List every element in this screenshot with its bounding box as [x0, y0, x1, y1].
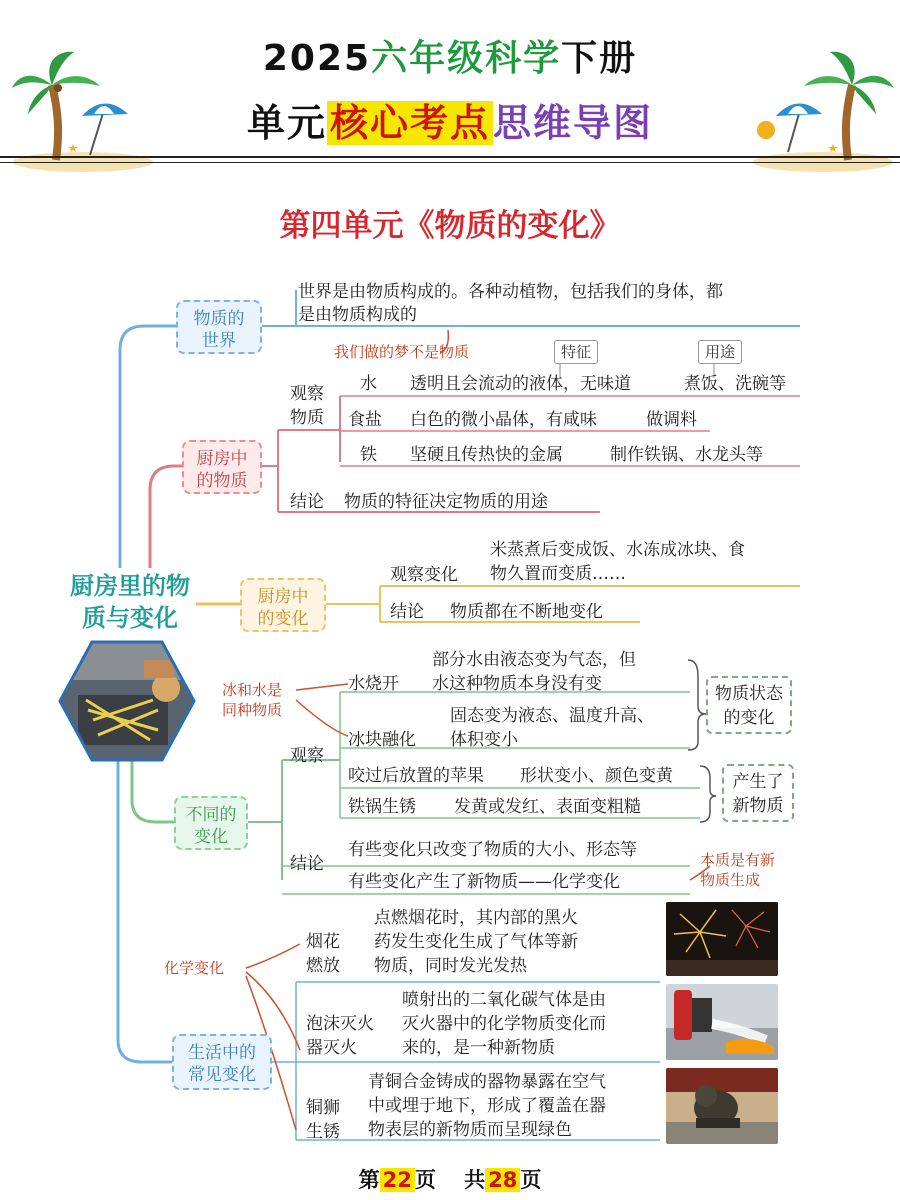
different-melt-name: 冰块融化 — [348, 730, 416, 750]
header-volume: 下册 — [561, 38, 638, 79]
node-kitchen-changes-line2: 的变化 — [257, 609, 309, 629]
kitchen-observe-line2: 物质 — [290, 408, 324, 428]
node-different-changes — [174, 796, 248, 850]
footer-prefix: 第 — [358, 1168, 380, 1192]
header-grade: 六年级科学 — [371, 38, 562, 79]
kitchen-photo-hexagon — [58, 640, 196, 762]
different-apple-name: 咬过后放置的苹果 — [348, 766, 484, 786]
daily-note-chemical: 化学变化 — [164, 959, 225, 977]
change-observe-line2: 物久置而变质…… — [490, 564, 626, 584]
different-conclusion-label: 结论 — [290, 854, 324, 874]
daily-fireworks-name-line2: 燃放 — [306, 956, 340, 976]
footer-current-page: 22 — [380, 1168, 415, 1192]
kitchen-row-iron-name: 铁 — [360, 445, 377, 465]
kitchen-row-water-name: 水 — [360, 374, 377, 394]
node-kitchen-substances-line2: 的物质 — [196, 471, 248, 491]
change-observe-line1: 米蒸煮后变成饭、水冻成冰块、食 — [490, 540, 745, 560]
node-daily-changes — [172, 1034, 272, 1090]
kitchen-conclusion-label: 结论 — [290, 492, 324, 512]
different-apple-text: 形状变小、颜色变黄 — [520, 766, 673, 786]
different-note-new-line2: 物质生成 — [700, 871, 761, 889]
different-melt-line1: 固态变为液态、温度升高、 — [450, 706, 654, 726]
extinguisher-photo — [666, 984, 778, 1060]
node-daily-changes-line1: 生活中的 — [188, 1043, 256, 1063]
daily-extinguisher-line1: 喷射出的二氧化碳气体是由 — [402, 990, 606, 1010]
world-text-line1: 世界是由物质构成的。各种动植物，包括我们的身体，都 — [298, 282, 723, 302]
kitchen-row-water-feature: 透明且会流动的液体，无味道 — [410, 374, 631, 394]
different-note-ice-line1: 冰和水是 — [222, 681, 283, 699]
footer-suffix: 页 — [520, 1168, 542, 1192]
world-text-line2: 是由物质构成的 — [298, 305, 417, 325]
kitchen-row-water-use: 煮饭、洗碗等 — [684, 374, 786, 394]
different-conclusion-1: 有些变化只改变了物质的大小、形态等 — [348, 840, 637, 860]
center-topic-line1: 厨房里的物 — [70, 572, 190, 600]
header-highlight: 核心考点 — [327, 101, 493, 145]
group-state-change-line2: 的变化 — [723, 708, 775, 728]
kitchen-row-salt-use: 做调料 — [646, 410, 697, 430]
different-rust-name: 铁锅生锈 — [348, 797, 416, 817]
kitchen-row-iron-use: 制作铁锅、水龙头等 — [610, 445, 763, 465]
page-footer — [0, 1164, 900, 1194]
node-material-world-line2: 世界 — [202, 331, 236, 351]
different-observe-label: 观察 — [290, 746, 324, 766]
daily-bronze-lion-name-line1: 铜狮 — [306, 1098, 340, 1118]
node-material-world-line1: 物质的 — [193, 309, 245, 329]
kitchen-conclusion-text: 物质的特征决定物质的用途 — [344, 492, 548, 512]
different-boil-name: 水烧开 — [348, 674, 399, 694]
bronze-lion-photo — [666, 1068, 778, 1144]
tag-use: 用途 — [698, 340, 742, 364]
daily-bronze-lion-line2: 中或埋于地下，形成了覆盖在器 — [368, 1096, 606, 1116]
node-kitchen-changes — [240, 578, 326, 632]
unit-title: 第四单元《物质的变化》 — [279, 208, 621, 244]
change-conclusion-text: 物质都在不断地变化 — [450, 602, 603, 622]
different-note-ice-line2: 同种物质 — [222, 701, 283, 719]
header-unit: 单元 — [246, 101, 327, 145]
group-new-substance — [722, 764, 794, 822]
group-state-change — [706, 676, 792, 734]
daily-extinguisher-line3: 来的，是一种新物质 — [402, 1038, 555, 1058]
group-new-substance-line1: 产生了 — [732, 772, 784, 792]
different-conclusion-2: 有些变化产生了新物质——化学变化 — [348, 872, 620, 892]
world-note: 我们做的梦不是物质 — [334, 343, 470, 361]
daily-bronze-lion-name-line2: 生锈 — [306, 1122, 340, 1142]
kitchen-row-salt-name: 食盐 — [348, 410, 382, 430]
node-kitchen-changes-line1: 厨房中 — [257, 587, 309, 607]
center-topic-line2: 质与变化 — [82, 604, 178, 632]
footer-middle: 页 共 — [414, 1168, 486, 1192]
daily-extinguisher-name-line2: 器灭火 — [306, 1038, 357, 1058]
tag-feature: 特征 — [554, 340, 598, 364]
change-conclusion-label: 结论 — [390, 602, 424, 622]
different-melt-line2: 体积变小 — [450, 730, 518, 750]
node-different-changes-line2: 变化 — [194, 827, 228, 847]
daily-fireworks-line1: 点燃烟花时，其内部的黑火 — [374, 908, 578, 928]
header-mindmap: 思维导图 — [493, 101, 654, 145]
different-note-new-line1: 本质是有新 — [700, 851, 776, 869]
change-observe-label: 观察变化 — [390, 565, 458, 585]
footer-total-pages: 28 — [485, 1168, 520, 1192]
different-boil-line1: 部分水由液态变为气态，但 — [432, 650, 636, 670]
daily-bronze-lion-line3: 物表层的新物质而呈现绿色 — [368, 1120, 572, 1140]
daily-bronze-lion-line1: 青铜合金铸成的器物暴露在空气 — [368, 1072, 606, 1092]
header-year: 2025 — [262, 38, 372, 79]
fireworks-photo — [666, 902, 778, 976]
node-daily-changes-line2: 常见变化 — [188, 1065, 256, 1085]
daily-fireworks-line3: 物质，同时发光发热 — [374, 956, 527, 976]
daily-fireworks-line2: 药发生变化生成了气体等新 — [374, 932, 578, 952]
node-material-world — [176, 300, 262, 354]
kitchen-row-iron-feature: 坚硬且传热快的金属 — [410, 445, 563, 465]
daily-extinguisher-line2: 灭火器中的化学物质变化而 — [402, 1014, 606, 1034]
node-kitchen-substances — [182, 440, 262, 494]
daily-extinguisher-name-line1: 泡沫灭火 — [306, 1014, 374, 1034]
daily-fireworks-name-line1: 烟花 — [306, 932, 340, 952]
center-topic — [55, 570, 205, 634]
kitchen-row-salt-feature: 白色的微小晶体，有咸味 — [410, 410, 597, 430]
group-state-change-line1: 物质状态 — [715, 684, 783, 704]
node-kitchen-substances-line1: 厨房中 — [196, 449, 248, 469]
different-boil-line2: 水这种物质本身没有变 — [432, 674, 602, 694]
kitchen-observe-line1: 观察 — [290, 384, 324, 404]
node-different-changes-line1: 不同的 — [185, 805, 237, 825]
group-new-substance-line2: 新物质 — [732, 796, 784, 816]
different-rust-text: 发黄或发红、表面变粗糙 — [454, 797, 641, 817]
